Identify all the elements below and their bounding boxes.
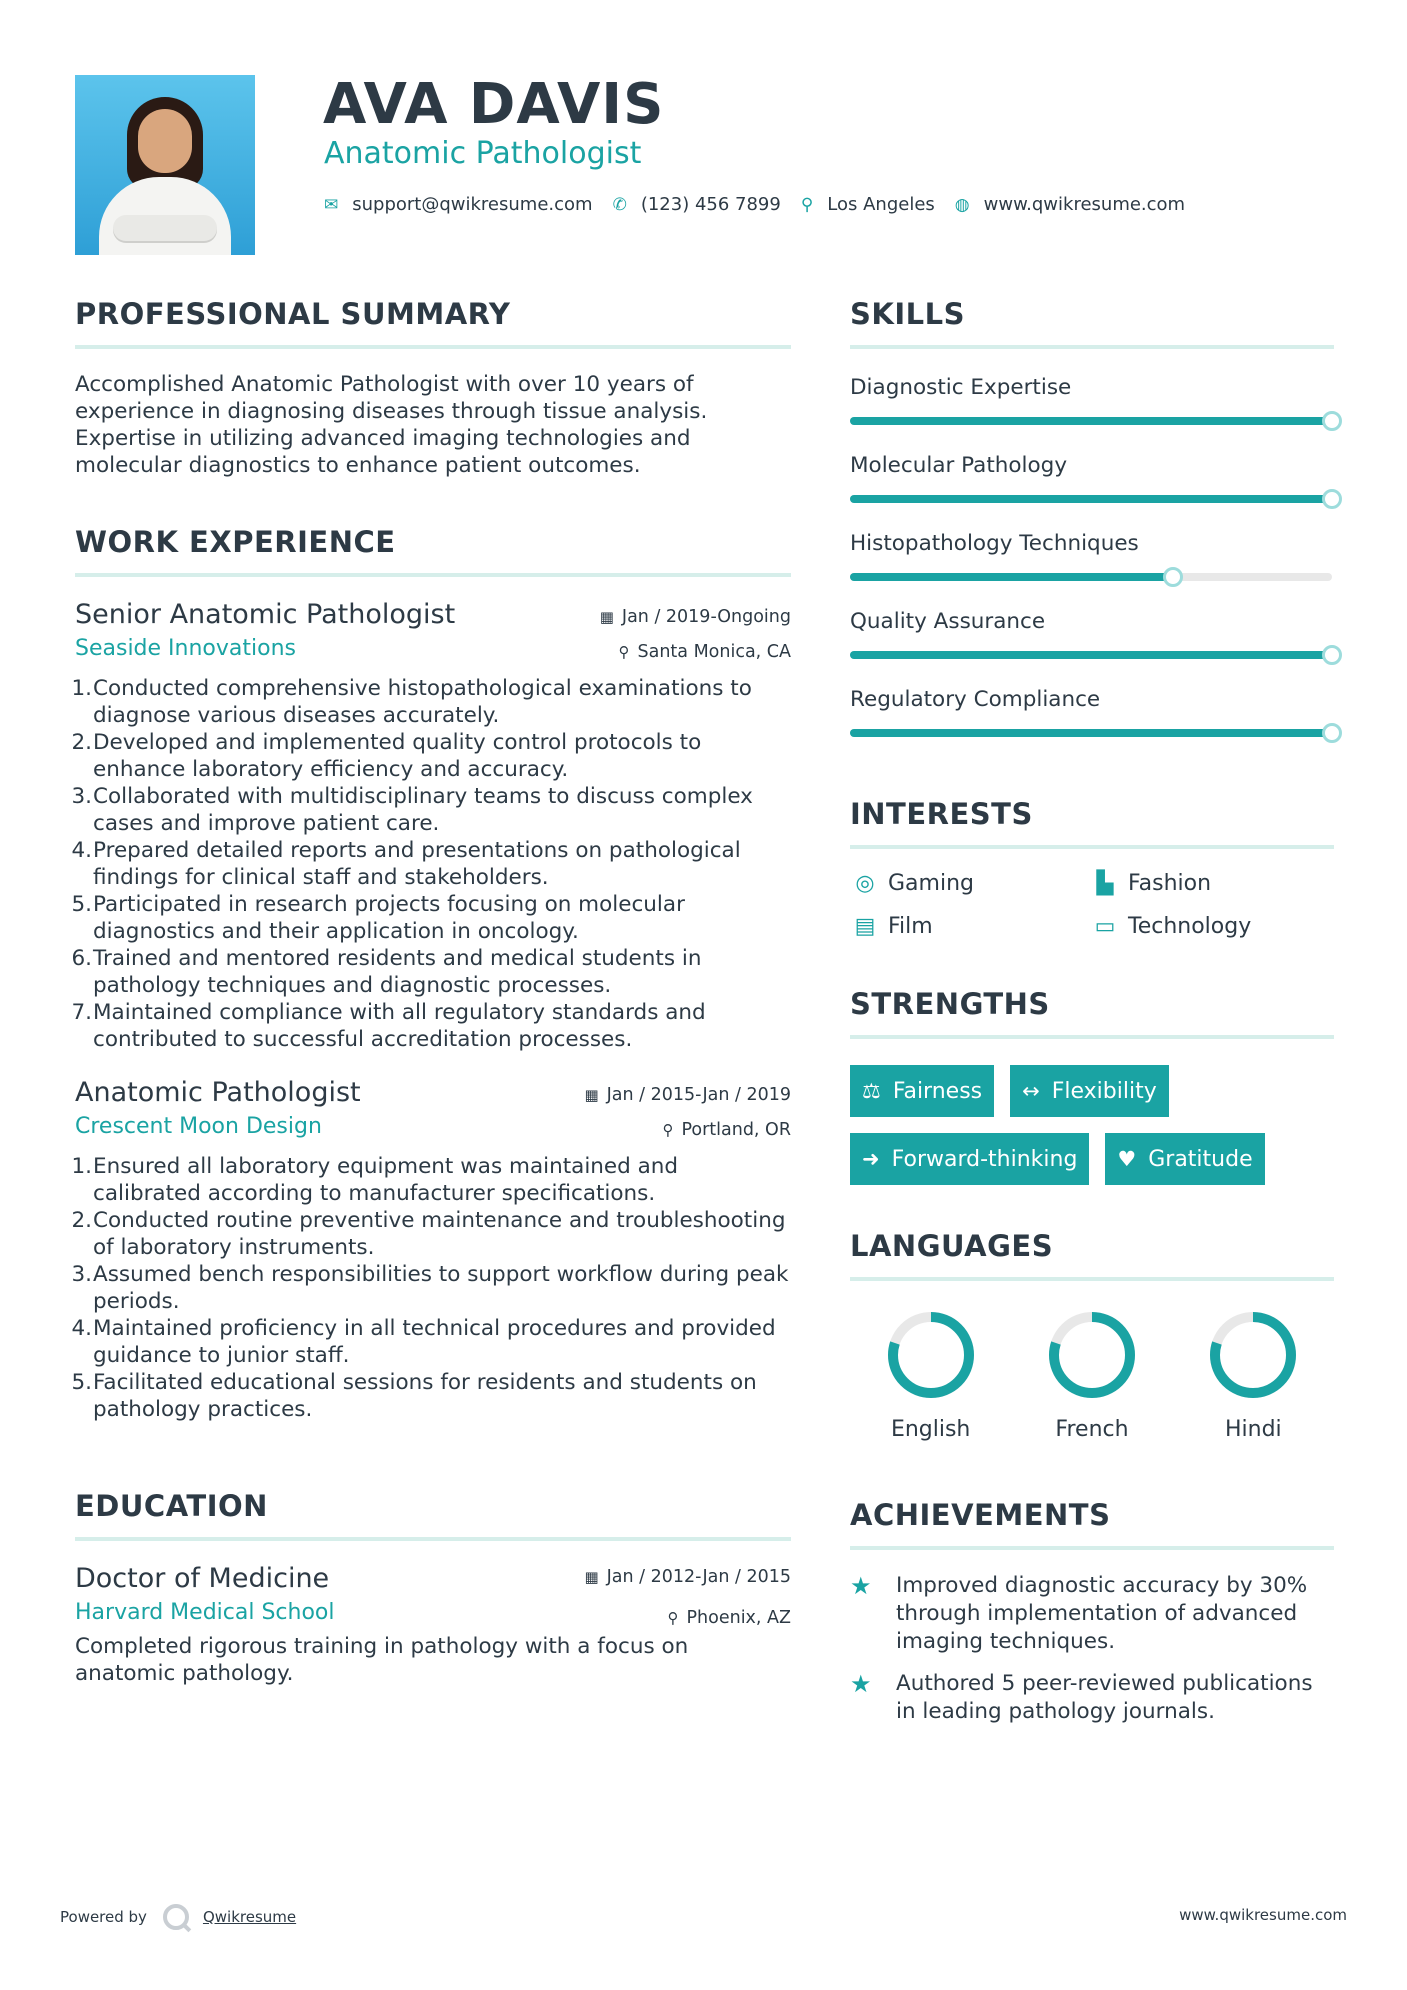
skill-bar-fill <box>850 729 1332 737</box>
pin-icon: ⚲ <box>667 1609 679 1627</box>
arrow-right-icon: ➜ <box>862 1147 880 1171</box>
profile-photo <box>75 75 255 255</box>
interest-item: ◎ Gaming <box>850 871 1090 896</box>
strengths-heading: STRENGTHS <box>850 987 1334 1039</box>
language-label: Hindi <box>1224 1417 1282 1442</box>
achievements-list <box>850 1572 1334 1726</box>
language-item <box>1011 1309 1172 1442</box>
skill-bar <box>850 417 1332 425</box>
skills-list <box>850 375 1334 765</box>
calendar-icon: ▦ <box>599 608 614 626</box>
job-bullets <box>71 1153 791 1423</box>
star-icon: ★ <box>850 1572 872 1600</box>
list-item: 6. Trained and mentored residents and medical students in pathology techniques and diagnostic processes. <box>71 946 702 998</box>
candidate-name: AVA DAVIS <box>323 72 665 137</box>
education-entry <box>75 1563 791 1687</box>
contact-website[interactable]: ◍ www.qwikresume.com <box>954 194 1186 215</box>
skill-item <box>850 375 1334 453</box>
list-item: 3. Assumed bench responsibilities to support workflow during peak periods. <box>71 1262 789 1314</box>
list-item: 2. Conducted routine preventive maintenance and troubleshooting of laboratory instruments. <box>71 1208 786 1260</box>
footer-powered-by: Powered by Qwikresume <box>60 1904 296 1930</box>
pin-icon: ⚲ <box>662 1121 674 1139</box>
candidate-title: Anatomic Pathologist <box>324 136 642 171</box>
list-item: 5. Facilitated educational sessions for residents and students on pathology practices. <box>71 1370 757 1422</box>
skill-name: Regulatory Compliance <box>850 687 1101 712</box>
skill-bar <box>850 729 1332 737</box>
list-item: 3. Collaborated with multidisciplinary teams to discuss complex cases and improve patient care. <box>71 784 753 836</box>
summary-heading: PROFESSIONAL SUMMARY <box>75 297 791 349</box>
shopping-bag-icon: ▙ <box>1096 871 1114 896</box>
calendar-icon: ▦ <box>584 1086 599 1104</box>
strength-tag: ♥ Gratitude <box>1105 1133 1264 1185</box>
summary-text: Accomplished Anatomic Pathologist with over 10 years of experience in diagnosing diseases through tissue analysis. Expertise in utilizing advanced imaging technologies and molecular diagnostics to enhance patient outcomes. <box>75 372 708 478</box>
education-date: ▦ Jan / 2012-Jan / 2015 <box>584 1567 791 1587</box>
job-company: Crescent Moon Design <box>75 1114 322 1139</box>
education-location: ⚲ Phoenix, AZ <box>667 1608 791 1628</box>
calendar-icon: ▦ <box>584 1568 599 1586</box>
list-item: 4. Prepared detailed reports and presentations on pathological findings for clinical staff and stakeholders. <box>71 838 741 890</box>
language-ring <box>1207 1309 1299 1401</box>
skill-name: Quality Assurance <box>850 609 1046 634</box>
language-item <box>850 1309 1011 1442</box>
contact-bar <box>324 194 1205 215</box>
achievements-heading: ACHIEVEMENTS <box>850 1498 1334 1550</box>
skill-item <box>850 531 1334 609</box>
envelope-icon: ✉ <box>324 194 339 215</box>
heart-icon: ♥ <box>1117 1147 1137 1171</box>
list-item: 1. Conducted comprehensive histopathological examinations to diagnose various diseases accurately. <box>71 676 752 728</box>
film-icon: ▤ <box>854 914 876 939</box>
languages-list <box>850 1309 1334 1442</box>
skill-bar-knob <box>1322 411 1342 431</box>
contact-email[interactable]: ✉ support@qwikresume.com <box>324 194 593 215</box>
laptop-icon: ▭ <box>1094 914 1116 939</box>
right-column <box>850 297 1334 1726</box>
job-location: ⚲ Santa Monica, CA <box>618 642 791 662</box>
strength-tag: ⚖ Fairness <box>850 1065 994 1117</box>
phone-icon: ✆ <box>612 194 627 215</box>
strength-tag: ➜ Forward-thinking <box>850 1133 1089 1185</box>
job-entry <box>71 599 791 1053</box>
skill-bar <box>850 651 1332 659</box>
strengths-list <box>850 1065 1334 1185</box>
skill-bar <box>850 495 1332 503</box>
strength-tag: ↔ Flexibility <box>1010 1065 1169 1117</box>
skill-item <box>850 453 1334 531</box>
skill-bar-knob <box>1322 723 1342 743</box>
skill-bar-fill <box>850 651 1332 659</box>
skills-heading: SKILLS <box>850 297 1334 349</box>
job-bullets <box>71 675 791 1053</box>
pin-icon: ⚲ <box>618 643 630 661</box>
interests-heading: INTERESTS <box>850 797 1334 849</box>
interest-item: ▤ Film <box>850 914 1090 939</box>
skill-item <box>850 609 1334 687</box>
skill-bar-knob <box>1322 489 1342 509</box>
balance-scale-icon: ⚖ <box>862 1079 881 1103</box>
skill-item <box>850 687 1334 765</box>
achievement-item: ★ Improved diagnostic accuracy by 30% through implementation of advanced imaging techniques. <box>850 1572 1308 1654</box>
list-item: 2. Developed and implemented quality control protocols to enhance laboratory efficiency and accuracy. <box>71 730 702 782</box>
language-ring <box>885 1309 977 1401</box>
qwikresume-logo-icon <box>163 1904 189 1930</box>
language-label: French <box>1055 1417 1129 1442</box>
left-column <box>71 297 791 1687</box>
language-label: English <box>890 1417 971 1442</box>
skill-name: Histopathology Techniques <box>850 531 1139 556</box>
skill-bar-fill <box>850 495 1332 503</box>
language-item <box>1173 1309 1334 1442</box>
skill-bar-fill <box>850 417 1332 425</box>
star-icon: ★ <box>850 1670 872 1698</box>
job-location: ⚲ Portland, OR <box>662 1120 791 1140</box>
job-date: ▦ Jan / 2015-Jan / 2019 <box>584 1085 791 1105</box>
languages-heading: LANGUAGES <box>850 1229 1334 1281</box>
list-item: 7. Maintained compliance with all regulatory standards and contributed to successful accreditation processes. <box>71 1000 706 1052</box>
skill-bar <box>850 573 1332 581</box>
skill-bar-fill <box>850 573 1173 581</box>
achievement-item: ★ Authored 5 peer-reviewed publications in leading pathology journals. <box>850 1670 1313 1724</box>
interest-item: ▙ Fashion <box>1090 871 1330 896</box>
footer-brand-link[interactable]: Qwikresume <box>202 1908 297 1926</box>
job-entry <box>71 1077 791 1423</box>
skill-name: Molecular Pathology <box>850 453 1068 478</box>
arrows-horizontal-icon: ↔ <box>1022 1079 1040 1103</box>
degree-title: Doctor of Medicine <box>75 1563 330 1594</box>
map-pin-icon: ⚲ <box>800 194 814 215</box>
job-title: Senior Anatomic Pathologist <box>75 599 456 630</box>
language-ring <box>1046 1309 1138 1401</box>
skill-bar-knob <box>1163 567 1183 587</box>
skill-bar-knob <box>1322 645 1342 665</box>
contact-location: ⚲ Los Angeles <box>800 194 935 215</box>
job-title: Anatomic Pathologist <box>75 1077 361 1108</box>
list-item: 1. Ensured all laboratory equipment was maintained and calibrated according to manufacturer specifications. <box>71 1154 679 1206</box>
list-item: 5. Participated in research projects focusing on molecular diagnostics and their application in oncology. <box>71 892 685 944</box>
skill-name: Diagnostic Expertise <box>850 375 1072 400</box>
gamepad-icon: ◎ <box>855 871 875 896</box>
school-name: Harvard Medical School <box>75 1600 335 1625</box>
contact-phone[interactable]: ✆ (123) 456 7899 <box>612 194 781 215</box>
job-company: Seaside Innovations <box>75 636 296 661</box>
interest-item: ▭ Technology <box>1090 914 1330 939</box>
education-heading: EDUCATION <box>75 1489 791 1541</box>
globe-icon: ◍ <box>954 194 970 215</box>
education-description: Completed rigorous training in pathology with a focus on anatomic pathology. <box>75 1634 689 1686</box>
interests-list <box>850 871 1334 939</box>
footer-website[interactable]: www.qwikresume.com <box>1179 1906 1347 1924</box>
experience-heading: WORK EXPERIENCE <box>75 525 791 577</box>
list-item: 4. Maintained proficiency in all technical procedures and provided guidance to junior staff. <box>71 1316 776 1368</box>
job-date: ▦ Jan / 2019-Ongoing <box>599 607 791 627</box>
